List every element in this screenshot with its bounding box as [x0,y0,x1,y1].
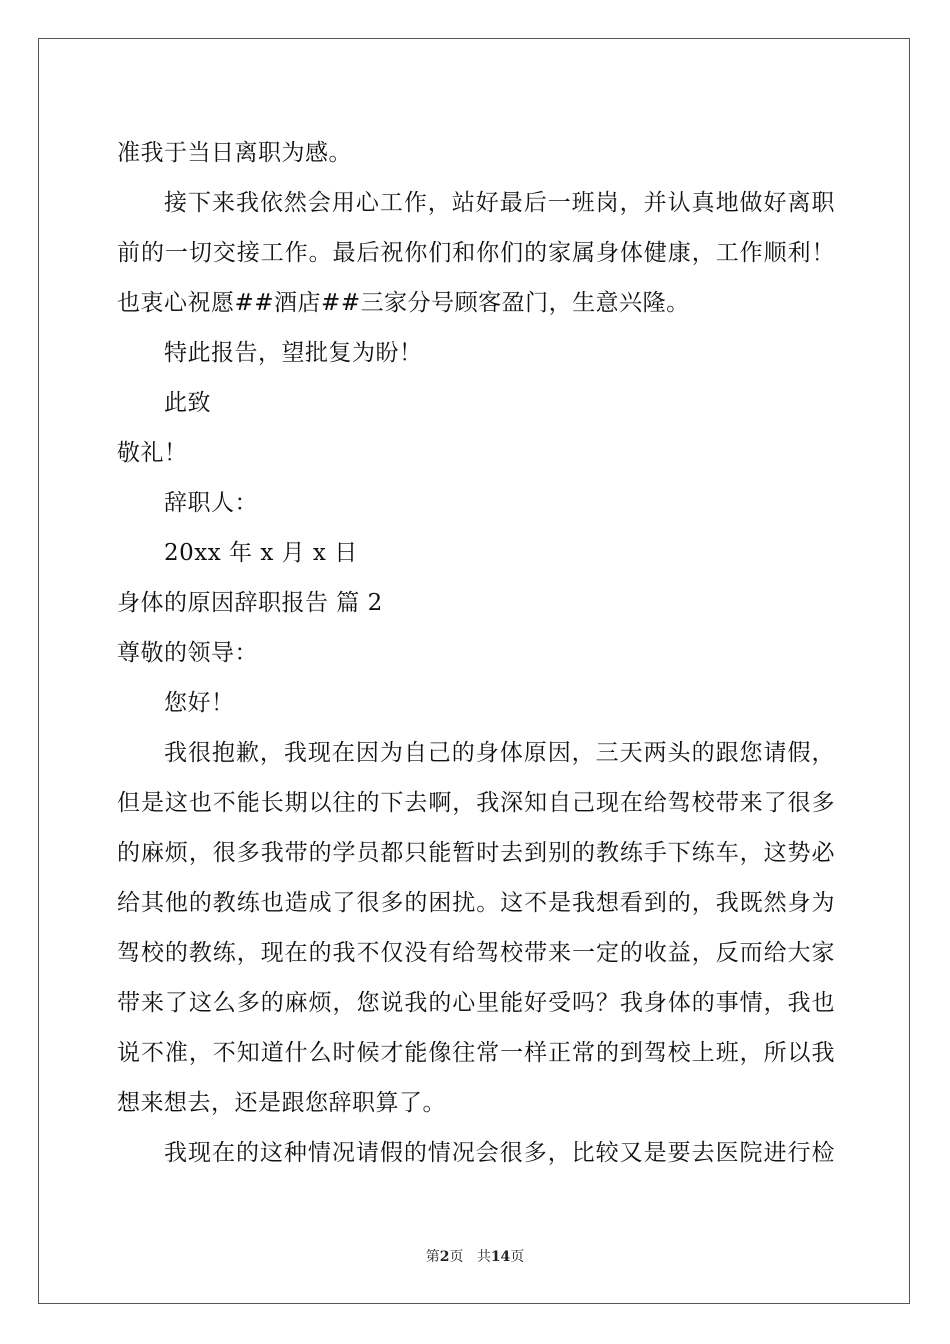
paragraph-line: 特此报告，望批复为盼！ [164,340,423,366]
total-suffix: 页 [510,1249,525,1265]
paragraph-line: 我现在的这种情况请假的情况会很多，比较又是要去医院进行检 [164,1140,835,1166]
text-line: 说不准，不知道什么时候才能像往常一样正常的到驾校上班，所以我 [117,1040,835,1066]
text-line: 想来想去，还是跟您辞职算了。 [117,1090,446,1116]
text-line: 准我于当日离职为感。 [117,140,352,166]
salutation-line: 敬礼！ [117,440,188,466]
text-line: 的麻烦，很多我带的学员都只能暂时去到别的教练手下练车，这势必 [117,840,835,866]
total-prefix: 共 [476,1249,491,1265]
section-heading: 身体的原因辞职报告 篇 2 [117,590,383,616]
paragraph-line: 接下来我依然会用心工作，站好最后一班岗，并认真地做好离职 [164,190,835,216]
document-body [117,128,835,1178]
page-prefix: 第 [425,1249,440,1265]
greeting-line: 您好！ [164,690,235,716]
total-pages: 14 [490,1249,511,1265]
paragraph-line: 我很抱歉，我现在因为自己的身体原因，三天两头的跟您请假， [164,740,835,766]
text-line: 带来了这么多的麻烦，您说我的心里能好受吗？我身体的事情，我也 [117,990,835,1016]
text-line: 但是这也不能长期以往的下去啊，我深知自己现在给驾校带来了很多 [117,790,835,816]
signature-line: 辞职人： [164,490,258,516]
greeting-line: 尊敬的领导： [117,640,258,666]
closing-line: 此致 [164,390,211,416]
text-line: 驾校的教练，现在的我不仅没有给驾校带来一定的收益，反而给大家 [117,940,835,966]
text-line: 前的一切交接工作。最后祝你们和你们的家属身体健康，工作顺利！ [117,240,835,266]
date-line: 20xx 年 x 月 x 日 [164,540,358,566]
page-suffix: 页 [449,1249,464,1265]
page-footer [0,1246,950,1266]
page-number: 2 [439,1249,450,1265]
text-line: 也衷心祝愿##酒店##三家分号顾客盈门，生意兴隆。 [117,290,690,316]
text-line: 给其他的教练也造成了很多的困扰。这不是我想看到的，我既然身为 [117,890,835,916]
